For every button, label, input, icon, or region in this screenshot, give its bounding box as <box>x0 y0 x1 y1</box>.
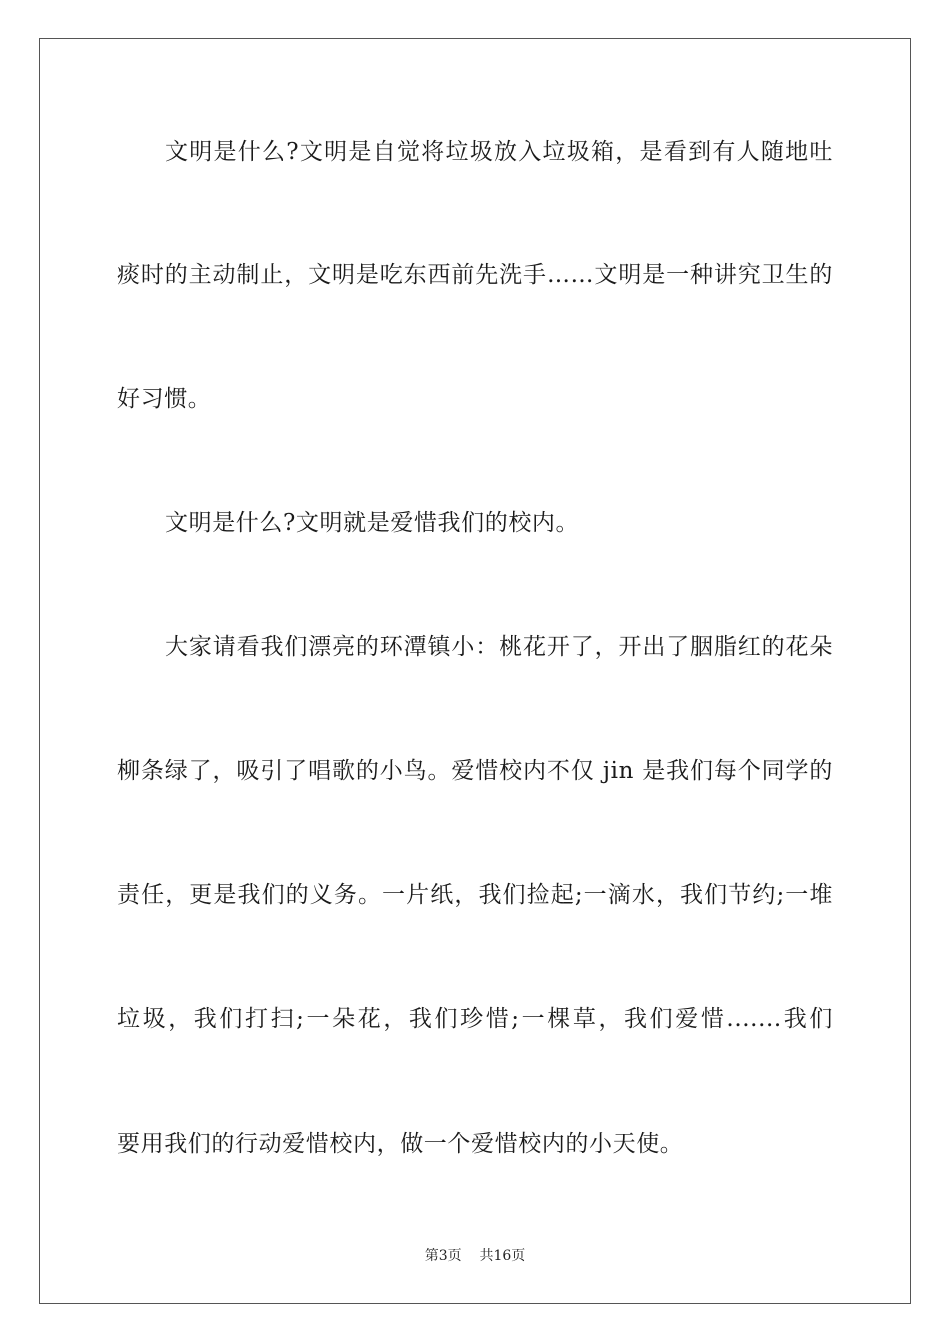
page-frame <box>39 38 911 1304</box>
text-line-3: 好习惯。 <box>117 386 212 412</box>
text-line-6: 柳条绿了，吸引了唱歌的小鸟。爱惜校内不仅 jin 是我们每个同学的 <box>117 758 833 784</box>
text-line-4: 文明是什么?文明就是爱惜我们的校内。 <box>165 510 580 536</box>
text-line-1: 文明是什么?文明是自觉将垃圾放入垃圾箱，是看到有人随地吐 <box>165 139 833 165</box>
text-line-5: 大家请看我们漂亮的环潭镇小：桃花开了，开出了胭脂红的花朵 <box>165 634 833 660</box>
text-line-2: 痰时的主动制止，文明是吃东西前先洗手……文明是一种讲究卫生的 <box>117 262 833 288</box>
page-footer <box>0 1247 950 1265</box>
page-total: 共16页 <box>479 1248 526 1264</box>
page-number: 第3页 <box>424 1248 462 1264</box>
text-line-8: 垃圾，我们打扫;一朵花，我们珍惜;一棵草，我们爱惜.......我们 <box>117 1006 833 1032</box>
text-line-7: 责任，更是我们的义务。一片纸，我们捡起;一滴水，我们节约;一堆 <box>117 882 833 908</box>
text-line-9: 要用我们的行动爱惜校内，做一个爱惜校内的小天使。 <box>117 1131 684 1157</box>
